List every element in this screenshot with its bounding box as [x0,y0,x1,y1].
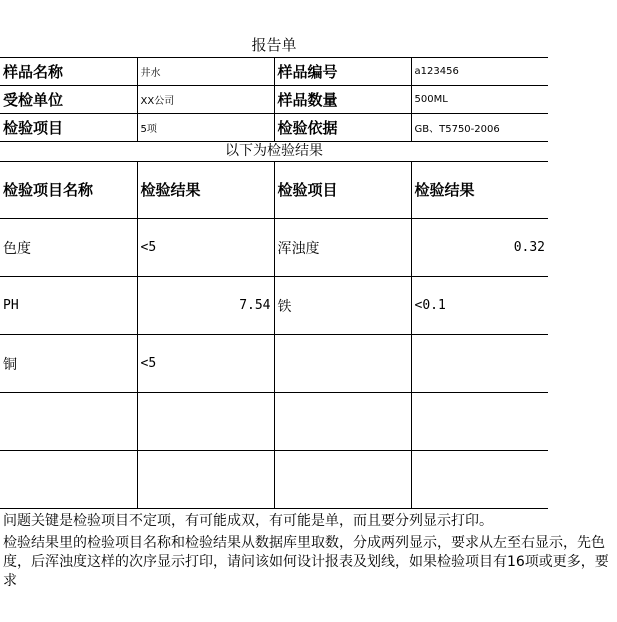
question-paragraph: 检验结果里的检验项目名称和检验结果从数据库里取数，分成两列显示，要求从左至右显示，先色度，后浑浊度这样的次序显示打印，请问该如何设计报表及划线，如果检验项目有16项或更多，要求 [3,535,609,589]
item-name-cell [274,335,411,393]
client-label: 受检单位 [0,86,137,114]
sample-quantity-label: 样品数量 [274,86,411,114]
result-cell: <0.1 [411,277,548,335]
results-table [0,161,548,509]
result-cell [137,393,274,451]
item-name-cell [0,393,137,451]
sample-quantity-value: 500ML [411,86,548,114]
table-row [0,277,548,335]
test-items-value: 5项 [137,114,274,142]
result-cell: <5 [137,219,274,277]
result-cell [411,335,548,393]
item-name-cell [274,451,411,509]
client-value: XX公司 [137,86,274,114]
item-name-cell: 浑浊度 [274,219,411,277]
sample-info-table [0,57,548,142]
info-row [0,114,548,142]
question-note: 问题关键是检验项目不定项，有可能成双，有可能是单，而且要分列显示打印。 [3,513,493,529]
item-name-cell [0,451,137,509]
header-result: 检验结果 [137,161,274,219]
sample-name-value: 井水 [137,58,274,86]
result-cell [411,451,548,509]
item-name-cell: 铁 [274,277,411,335]
sample-name-label: 样品名称 [0,58,137,86]
test-basis-value: GB、T5750-2006 [411,114,548,142]
result-cell [411,393,548,451]
table-row [0,393,548,451]
results-caption: 以下为检验结果 [0,142,548,162]
report-title: 报告单 [251,36,297,54]
item-name-cell [274,393,411,451]
item-name-cell: 铜 [0,335,137,393]
header-result-2: 检验结果 [411,161,548,219]
header-item: 检验项目 [274,161,411,219]
result-cell: <5 [137,335,274,393]
info-row [0,58,548,86]
test-basis-label: 检验依据 [274,114,411,142]
table-row [0,451,548,509]
result-cell: 7.54 [137,277,274,335]
item-name-cell: 色度 [0,219,137,277]
header-item-name: 检验项目名称 [0,161,137,219]
info-row [0,86,548,114]
sample-id-label: 样品编号 [274,58,411,86]
result-cell [137,451,274,509]
table-row [0,335,548,393]
result-cell: 0.32 [411,219,548,277]
test-items-label: 检验项目 [0,114,137,142]
sample-id-value: a123456 [411,58,548,86]
table-row [0,219,548,277]
item-name-cell: PH [0,277,137,335]
results-header-row [0,161,548,219]
